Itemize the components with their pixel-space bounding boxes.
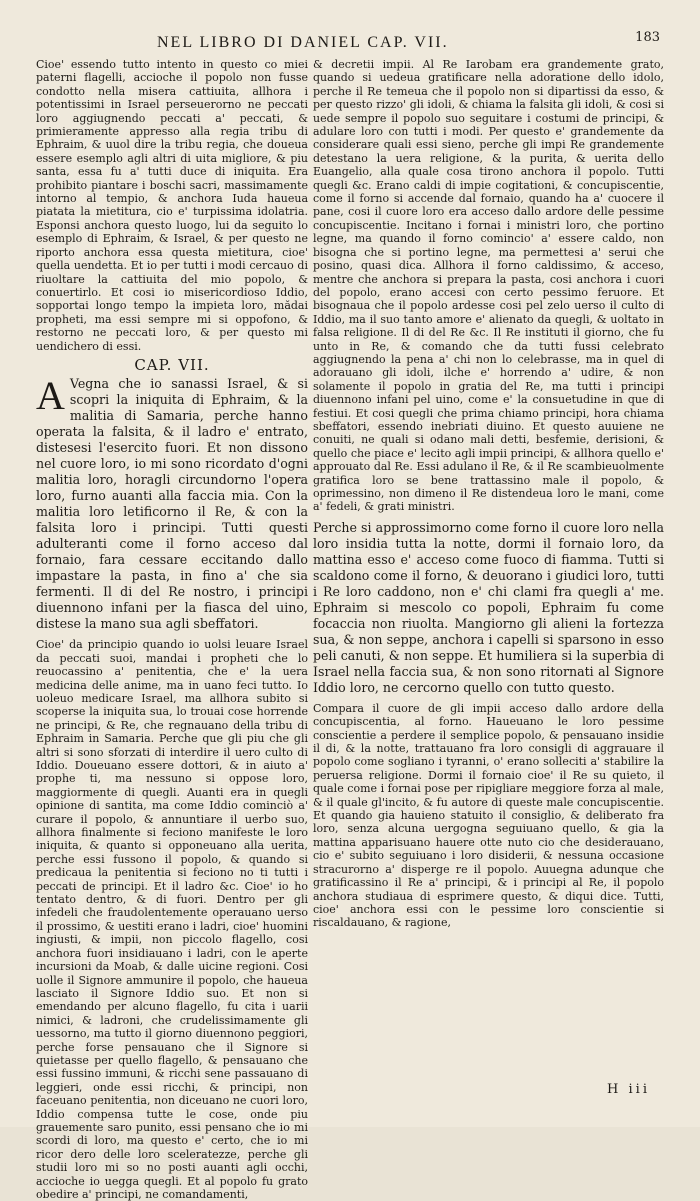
commentary-paragraph: Cioe' da principio quando io uolsi leuare Israel da peccati suoi, mandai i propheti che lo reuocassino a' penitentia, che e' la uera medicina delle anime, ma in uano feci tutto. Io uoleuo medicare Israel, ma allhora subito si scoperse la iniquita sua, lo trouai cose horrende ne principi, & Re, che regnauano della tribu di Ephraim in Samaria. Perche que gli piu che gli altri si sono sforzati di interdire il uero culto di Iddio. Doueuano essere dottori, & in aiuto a' prophe ti, ma nessuno si oppose loro, maggiormente di quegli. Auanti era in quegli opinione di santita, ma come Iddio cominciò a' curare il popolo, & annuntiare il uerbo suo, allhora finalmente si feciono manifeste le loro iniquita, & quanto si opponeuano alla uerita, perche essi fussono il popolo, & quando si predicaua la penitentia si feciono no ti tutti i peccati de principi. Et il ladro &c. Cioe' io ho tentato dentro, & di fuori. Dentro per gli infedeli che fraudolentemente operauano uerso il prossimo, & uestiti erano i ladri, cioe' huomini ingiusti, & impii, non piccolo flagello, cosi anchora fuori insidiauano i ladri, con le aperte incursioni da Moab, & dalle uicine regioni. Cosi uolle il Signore ammunire il popolo, che haueua lasciato il Signore Iddio suo. Et non si emendando per alcuno flagello, fu cita i uarii nimici, & ladroni, che crudelissimamente gli uessorno, ma tutto il giorno diuennono peggiori, perche forse pensauano che il Signore si quietasse per quello flagello, & pensauano che essi fussino immuni, & ricchi sene passauano di leggieri, onde essi ricchi, & principi, non faceuano penitentia, non diceuano ne cuori loro, Iddio compensa tutte le cose, onde piu grauemente saro punito, essi pensano che io mi scordi di loro, ma questo e' certo, che io mi ricor dero delle loro sceleratezze, perche gli studii loro mi so no posti auanti agli occhi, accioche io uegga quegli. Et al popolo fu grato obedire a' principi, ne comandamenti,	[36, 638, 308, 1201]
chapter-heading: CAP. VII.	[134, 355, 210, 374]
left-column	[36, 58, 308, 1201]
commentary-paragraph: & decretii impii. Al Re Iarobam era grandemente grato, quando si uedeua gratificare nella adoratione dello idolo, perche il Re temeua che il popolo non si dipartissi da esso, & per questo rizzo' gli idoli, & chiama la falsita gli idoli, & cosi si uede sempre il popolo suo seguitare i costumi de principi, & adulare loro con tutti i modi. Per questo e' grandemente da considerare quali essi sieno, perche gli impi Re grandemente detestano la uera religione, & la purita, & uerita dello Euangelio, alla quale cosa tirono anchora il popolo. Tutti quegli &c. Erano caldi di impie cogitationi, & concupiscentie, come il forno si accende dal fornaio, quando ha a' cuocere il pane, cosi il cuore loro era acceso dallo ardore delle pessime concupiscentie. Incitano i fornai i ministri loro, che portino legne, ma quando il forno comincio' a' essere caldo, non bisogna che si portino legne, ma permettesi a' serui che posino, quasi dica. Allhora il forno caldissimo, & acceso, mentre che anchora si prepara la pasta, cosi anchora i cuori del popolo, erano accesi con certo pessimo feruore. Et bisognaua che il popolo ardesse cosi pel zelo uerso il culto di Iddio, ma il suo tanto amore e' alienato da quegli, & uoltato in falsa religione. Il di del Re &c. Il Re instituti il giorno, che fu unto in Re, & comando che da tutti fussi celebrato aggiugnendo la pena a' chi non lo celebrasse, ma in quel di adorauano gli idoli, ilche e' horrendo a' udire, & non solamente il popolo in gratia del Re, ma tutti i principi diuennono infani pel uino, come e' la consuetudine in que di festiui. Et cosi quegli che prima chiamo principi, hora chiama sbeffatori, essendo inebriati diuino. Et questo auuiene ne conuiti, ne quali si odano mali detti, besfemie, derisioni, & quello che piace e' lecito agli impii principi, & allhora quello e' approuato dal Re. Essi adulano il Re, & il Re scambieuolmente gratifica loro se bene trattassino male il popolo, & oprimessino, non dimeno il Re distendeua loro le mani, come a' fedeli, & grati ministri.	[313, 58, 664, 514]
right-column	[313, 58, 664, 1098]
scripture-text: Perche si approssimorno come forno il cuore loro nella loro insidia tutta la notte, dormi il fornaio loro, da mattina esso e' acceso come fuoco di fiamma. Tutti si scaldono come il forno, & deuorano i giudici loro, tutti i Re loro caddono, non e' chi clami fra quegli a' me. Ephraim si mescolo co popoli, Ephraim fu come focaccia non riuolta. Mangiorno gli alieni la fortezza sua, & non seppe, anchora i capelli si sparsono in esso peli canuti, & non seppe. Et humiliera si la superbia di Israel nella faccia sua, & non sono ritornati al Signore Iddio loro, ne cercorno quello con tutto questo.	[313, 519, 664, 695]
commentary-paragraph: Cioe' essendo tutto intento in questo co miei paterni flagelli, accioche il popolo non fusse condotto nella misera cattiuita, allhora i potentissimi in Israel perseuerorno ne peccati loro aggiugnendo peccati a' peccati, & primieramente appresso alla regia tribu di Ephraim, & uuol dire la tribu regia, che doueua essere esemplo agli altri di uita migliore, & piu santa, essa fu a' tutti duce di iniquita. Era prohibito piantare i boschi sacri, massimamente intorno al tempio, & anchora Iuda haueua piatata la mietitura, cio e' turpissima idolatria. Esponsi anchora questo luogo, lui da seguito lo esemplo di Ephraim, & Israel, & per questo ne riporto anchora essa questa mietitura, cioe' quella uendetta. Et io per tutti i modi cercauo di riuoltare la cattiuita del mio popolo, & conuertirlo. Et cosi io misericordioso Iddio, sopportai longo tempo la impieta loro, mădai propheti, ma essi sempre mi si oppofono, & restorno ne peccati loro, & per questo mi uendichero di essi.	[36, 58, 308, 353]
signature-mark: H iii	[607, 1082, 650, 1097]
drop-cap: A	[36, 373, 65, 419]
page-header	[0, 30, 700, 58]
scripture-text	[36, 373, 308, 632]
folio-number: 183	[635, 30, 660, 45]
running-title: NEL LIBRO DI DANIEL CAP. VII.	[157, 34, 449, 51]
scripture-body: Vegna che io sanassi Israel, & si scopri la iniquita di Ephraim, & la malitia di Samaria, perche hanno operata la falsita, & il ladro e' entrato, distesesi l'esercito fuori. Et non dissono nel cuore loro, io mi sono ricordato d'ogni malitia loro, horagli circundorno l'opera loro, furno auanti alla faccia mia. Con la malitia loro letificorno il Re, & con la falsita loro i principi. Tutti questi adulteranti come il forno acceso dal fornaio, fara cessare eccitando dallo impastare la pasta, in fino a' che sia fermenti. Il di del Re nostro, i principi diuennono infani per la fiasca del uino, distese la mano sua agli sbeffatori.	[36, 376, 308, 632]
commentary-paragraph: Compara il cuore de gli impii acceso dallo ardore della concupiscentia, al forno. Haueuano le loro pessime conscientie a perdere il semplice popolo, & pensauano insidie il di, & la notte, trattauano fra loro consigli di aggrauare il popolo come sogliano i tyranni, o' erano solleciti a' stabilire la peruersa religione. Dormi il fornaio cioe' il Re su quieto, il quale come i fornai pose per ripigliare meggiore forza al male, & il quale gl'incito, & fu autore di queste male concupiscentie. Et quando gia hauieno statuito il consiglio, & deliberato fra loro, senza alcuna uergogna seguiuano quello, & gia la mattina apparisuano hauere otte nuto cio che desiderauano, cio e' subito seguiuano i loro disiderii, & nessuna occasione stracurorno a' disperge re il popolo. Auuegna adunque che gratificassino il Re a' principi, & i principi al Re, il popolo anchora studiaua di esprimere questo, & diqui dice. Tutti, cioe' anchora essi con le pessime loro conscientie si riscaldauano, & ragione,	[313, 701, 664, 930]
